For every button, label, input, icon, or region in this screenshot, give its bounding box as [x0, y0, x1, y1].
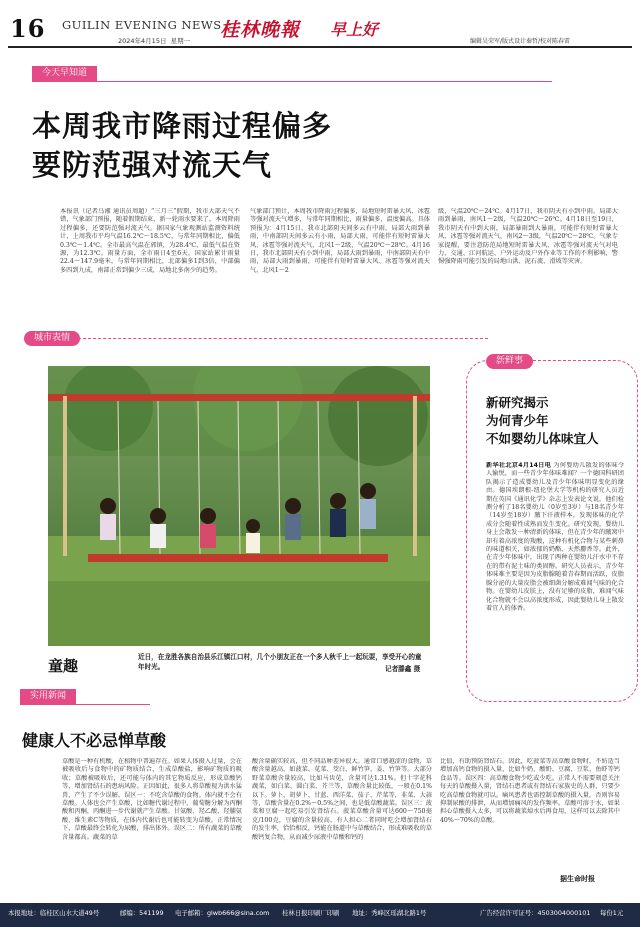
footer-email: 电子邮箱：glwb666@sina.com: [175, 909, 270, 917]
masthead-rule: [8, 46, 632, 48]
photo-caption-text: 近日，在龙胜各族自治县乐江镇江口村，几个小朋友正在一个多人秋千上一起玩耍，享受开心的童年时光。: [138, 653, 422, 671]
footer-price: 每份1元: [600, 909, 624, 917]
side-story-body: [486, 462, 624, 692]
health-credit: 据生命时报: [560, 875, 595, 883]
side-story-box: [472, 350, 634, 696]
section-tag-city: 城市表情: [24, 331, 80, 346]
children-swing-image: [48, 366, 430, 646]
issue-date: [118, 36, 190, 45]
health-column-3: 比值，有助预防肾结石。因此，吃菠菜等高草酸食物时，不妨适当增加高钙食物的摄入量，比如牛奶、酸奶、豆腐、豆浆、鱼虾等钙食品等。误区四：高草酸食物少吃或少吃。正常人不需要刻意关注每天的草酸摄入量，肾结石患者或有肾结石家族史的人群，只要少吃高草酸食物就可以。痛风患者也需控制草酸的摄入量，否则容易抑制尿酸的排泄，从而增加痛风的发作频率。草酸可溶于水，如果担心草酸摄入太多，可以将蔬菜焯水后再食用，这样可以去除其中40%～70%的草酸。: [440, 758, 620, 824]
section-tag-rule: [32, 81, 552, 82]
weather-headline-line1: 本周我市降雨过程偏多: [32, 109, 333, 143]
masthead: [0, 0, 640, 46]
weather-headline-line2: 要防范强对流天气: [32, 148, 273, 182]
footer-printer-address: 地址：秀峰区瑶湖北路1号: [352, 909, 427, 917]
side-headline-2: 为何青少年: [486, 413, 549, 428]
photo-caption-title: 童趣: [48, 657, 79, 675]
city-tag-rule: [78, 338, 488, 339]
weather-column-3: 级，气温20℃～24℃。4月17日，我市阴天有小到中雨，局部大雨到暴雨，南风1～2级，气温20℃～26℃。4月18日至19日，我市阴天有中到大雨，局部暴雨到大暴雨，可能伴有短时雷暴大风、冰雹等强对流天气，南风2～3级，气温20℃～28℃。气象专家提醒，要注意防范局地短时雷暴大风、冰雹等强对流天气对电力、交通、江河航运、户外运动及户外作业等工作的不利影响，警惕强降雨可能引发的局地山洪、泥石流、滑坡等灾害。: [438, 208, 618, 266]
side-story-dateline: 新华社北京4月14日电: [486, 462, 552, 469]
weather-column-2: 气象部门预计，本周我市降雨过程偏多，局地短时雷暴大风、冰雹等强对流天气增多，与常年同期相比，雨量偏多，温度偏高。具体预报为：4月15日，我市北部阴天间多云有中雨，局部大雨到暴雨，中南部阴天间多云有小雨，局部大雨，可能伴有短时雷暴大风、冰雹等强对流天气，北风1～2级，气温20℃～28℃。4月16日，我市北部阴天有小到中雨，局部大雨到暴雨，中南部阴天有中雨，局部大雨到暴雨，可能伴有短时雷暴大风、冰雹等强对流天气，北风1～2: [250, 208, 430, 274]
footer-address: 本报地址：临桂区山水大道49号: [8, 909, 100, 917]
weekday-text: 星期一: [170, 37, 191, 45]
section-tag-health: 实用新闻: [20, 689, 76, 704]
footer-ad-license: 广告经营许可证号：4503004000101: [480, 909, 591, 917]
section-tag-fresh: 新鲜事: [486, 354, 533, 369]
edition-name: 早上好: [330, 20, 379, 39]
swing-photo: [48, 366, 430, 646]
side-story-text: 为何婴幼儿散发的体味令人愉悦，而一些青少年体味难闻？一个德国科研团队揭示了造成婴幼儿及青少年体味明显变化的缘由。德国埃朗根-纽伦堡大学等机构的研究人员近期在英国《通讯化学》杂志上发表论文说，他们检测分析了18名婴幼儿（0岁至3岁）与18名青少年（14岁至18岁）腋下汗液样本，发现体味的化学成分会随着性成熟而发生变化。研究发现，婴幼儿身上会散发一种清新的体味，但在青少年的腋窝中却有着高浓度的羧酸，这种有机化合物与某些刺鼻的味道相关，如浓郁的奶酪、天然麝香等。此外，在青少年体味中，出现了两种在婴幼儿汗水中不存在的带有泥土味的类固醇。研究人员表示，青少年体味难主要是因为皮脂腺随着青春期而活跃，皮脂腺分泌的大量皮脂会被细菌分解成难闻气味的化合物。在婴幼儿皮肤上，没有足够的皮脂，难闻气味化合物就不会以高浓度形成，因此婴幼儿身上散发着宜人的体香。: [486, 462, 624, 612]
date-text: 2024年4月15日: [118, 37, 167, 45]
health-column-2: 酸含量确实较高，但不同品种差异很大。通常口感越涩的食物，草酸含量越高，如菠菜、苋菜、茭白、鲜竹笋、姜、竹笋等。大部分野菜草酸含量较高，比如马齿苋，含量可达1.31%。但十字花科蔬菜，如白菜、圆白菜、芥兰等，草酸含量比较低，一般在0.1%以下。萝卜、胡萝卜、甘蓝、西洋菜、茄子、芹菜等，韭菜、大蒜等，草酸含量在0.2%～0.5%之间，也是低草酸蔬菜。误区三：菠菜和豆腐一起吃易引发肾结石。菠菜草酸含量可达600～750毫克/100克，豆腐的含量较高，有人担心二者同时吃会增加肾结石的发生率，恰恰相反，钙能在肠道中与草酸结合，形成难吸收的草酸钙复合物，从而减少尿液中草酸和钙的: [252, 758, 432, 841]
photo-credit: 记者滕鑫 摄: [385, 665, 421, 673]
side-headline-1: 新研究揭示: [486, 395, 549, 410]
english-paper-name: GUILIN EVENING NEWS: [62, 18, 222, 32]
weather-column-1: 本报讯（记者乌湘 通讯员周超）“三月三”假期，我市大部天气不错，气象部门预报，随着假期结束，新一轮雨水要来了，本周降雨过程偏多，还要防范强对流天气。据国家气象观测站监测资料统计，上周我市平均气温16.2℃～18.5℃，与常年同期相比，偏低0.3℃～1.4℃。全市最高气温在郭镇，为28.4℃，最低气温在资源，为12.3℃。雨量方面，全市雨日4至6天，国家站累计雨量22.4～147.9毫米，与常年同期相比，北部偏多1到3倍，中部偏多四到九成，南部正常到偏少三成，局地北多南少的趋势。: [60, 208, 240, 274]
section-tag-today: 今天早知道: [32, 66, 97, 81]
health-column-1: 草酸是一种有机酸，在植物中普遍存在。如果人体摄入过量，会在被吸收后与食物中的矿物质结合，生成草酸盐，影响矿物质的吸收；草酸被吸收后，还可能与体内的其它物质反应，形成草酸钙等，增加肾结石的患病风险。正因如此，很多人将草酸视为洪水猛兽，产生了不少误解。误区一：不吃含草酸的食物。体内就不会有草酸。人体也会产生草酸，比如糖代谢过程中，葡萄糖分解为丙酮酸和丙酮，丙酮进一步代谢就产生草酸。甘氨酸、羟乙酸、羟脯氨酸、维生素C等物质，在体内代谢后也可能转变为草酸。正常情况下，草酸最终会转化为尿酸，排出体外。误区二：所有蔬菜的草酸含量都高。蔬菜的草: [62, 758, 242, 841]
footer-post: 邮编：541199: [120, 909, 164, 917]
footer-printer: 桂林日报印刷厂印刷: [282, 909, 340, 917]
health-tag-rule: [20, 704, 150, 705]
page-number: 16: [10, 14, 46, 43]
editor-credits: 编辑吴荣军/版式设计秦哲/校对陈春雷: [470, 38, 571, 45]
paper-logo: 桂林晚報: [220, 19, 301, 41]
side-headline-3: 不如婴幼儿体味宜人: [486, 431, 599, 446]
health-headline: 健康人不必忌惮草酸: [22, 731, 167, 750]
